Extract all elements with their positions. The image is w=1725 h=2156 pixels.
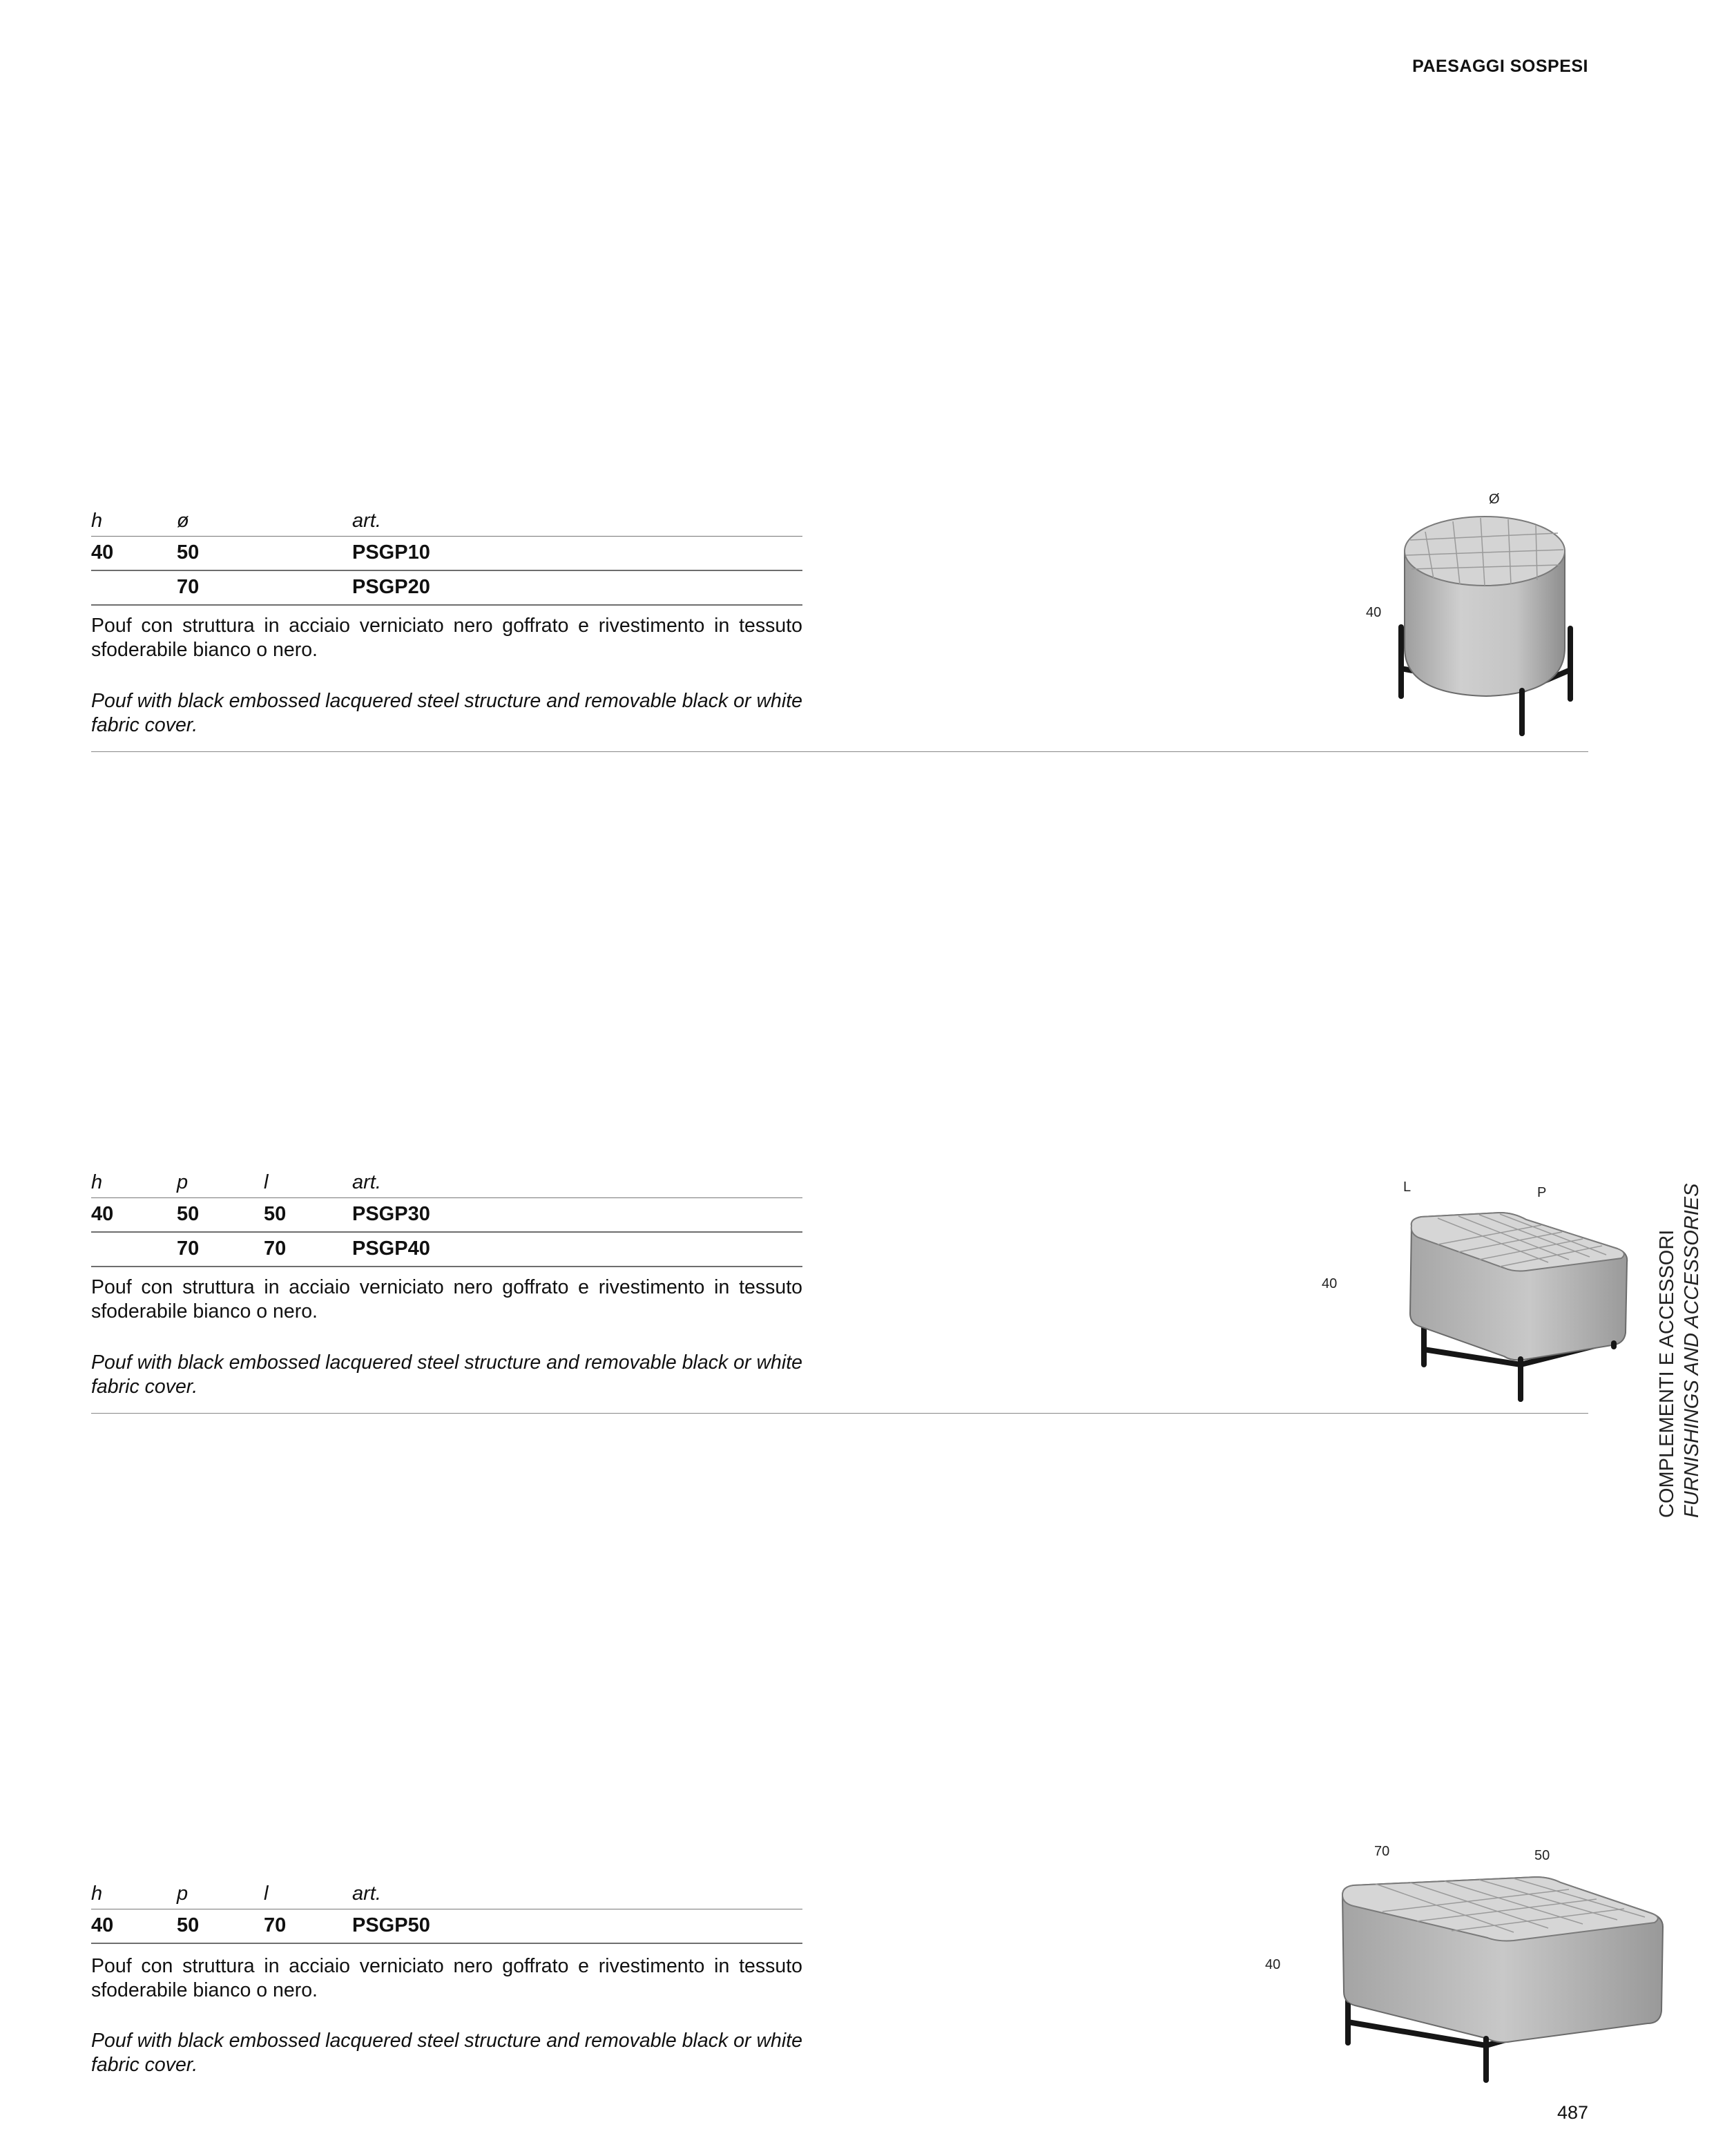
cell-depth: 50 — [177, 1914, 200, 1936]
header-article: art. — [352, 1171, 381, 1193]
header-width: l — [264, 1171, 269, 1193]
square-pouf-drawing — [1341, 1188, 1673, 1402]
description-english: Pouf with black embossed lacquered steel structure and removable black or white fabric cover. — [91, 2030, 802, 2076]
table-row — [91, 1198, 802, 1233]
table-header-row — [91, 1167, 802, 1198]
header-article: art. — [352, 510, 381, 532]
table-row — [91, 571, 802, 606]
header-height: h — [91, 1171, 103, 1193]
cell-article: PSGP30 — [352, 1203, 430, 1225]
description-italian: Pouf con struttura in acciaio verniciato nero goffrato e rivestimento in tessuto sfoderabile bianco o nero. — [91, 1955, 802, 2001]
table-header-row — [91, 506, 802, 537]
side-label-english: FURNISHINGS AND ACCESSORIES — [1681, 1183, 1703, 1518]
spec-table — [91, 1167, 802, 1267]
cell-depth: 70 — [177, 1238, 200, 1260]
cell-article: PSGP50 — [352, 1914, 430, 1936]
cell-depth: 50 — [177, 1203, 200, 1225]
header-height: h — [91, 510, 103, 532]
cell-width: 70 — [264, 1238, 287, 1260]
table-header-row — [91, 1878, 802, 1909]
page-header-title: PAESAGGI SOSPESI — [1412, 57, 1588, 76]
header-width: l — [264, 1883, 269, 1905]
table-row — [91, 537, 802, 571]
spec-table — [91, 506, 802, 606]
dimension-height-label: 40 — [1322, 1276, 1338, 1291]
section-divider — [91, 751, 1588, 752]
table-row — [91, 1909, 802, 1944]
table-row — [91, 1233, 802, 1267]
cell-height: 40 — [91, 1914, 114, 1936]
cell-diameter: 70 — [177, 576, 200, 598]
description-english: Pouf with black embossed lacquered steel structure and removable black or white fabric cover. — [91, 1351, 802, 1398]
page-number: 487 — [1557, 2102, 1588, 2123]
dimension-diameter-label: Ø — [1489, 492, 1500, 507]
side-label-italian: COMPLEMENTI E ACCESSORI — [1656, 1229, 1678, 1518]
spec-table — [91, 1878, 802, 1944]
section-divider — [91, 1413, 1588, 1414]
header-diameter: ø — [177, 510, 189, 532]
header-article: art. — [352, 1883, 381, 1905]
description-italian: Pouf con struttura in acciaio verniciato nero goffrato e rivestimento in tessuto sfoderabile bianco o nero. — [91, 615, 802, 661]
cell-diameter: 50 — [177, 541, 200, 564]
dimension-height-label: 40 — [1265, 1957, 1281, 1972]
cell-width: 50 — [264, 1203, 287, 1225]
dimension-depth-label: P — [1537, 1185, 1547, 1200]
dimension-width-label: L — [1403, 1180, 1411, 1195]
header-height: h — [91, 1883, 103, 1905]
cell-article: PSGP20 — [352, 576, 430, 598]
header-depth: p — [177, 1171, 189, 1193]
description-english: Pouf with black embossed lacquered steel structure and removable black or white fabric cover. — [91, 690, 802, 736]
side-section-label — [1655, 1159, 1704, 1518]
cell-height: 40 — [91, 541, 114, 564]
cell-height: 40 — [91, 1203, 114, 1225]
cell-article: PSGP40 — [352, 1238, 430, 1260]
round-pouf-drawing — [1356, 483, 1660, 746]
cell-article: PSGP10 — [352, 541, 430, 564]
dimension-width-label: 70 — [1374, 1844, 1390, 1859]
dimension-height-label: 40 — [1366, 605, 1382, 620]
description-italian: Pouf con struttura in acciaio verniciato nero goffrato e rivestimento in tessuto sfoderabile bianco o nero. — [91, 1276, 802, 1322]
dimension-depth-label: 50 — [1534, 1848, 1550, 1863]
cell-width: 70 — [264, 1914, 287, 1936]
header-depth: p — [177, 1883, 189, 1905]
rectangular-pouf-drawing — [1279, 1849, 1666, 2084]
